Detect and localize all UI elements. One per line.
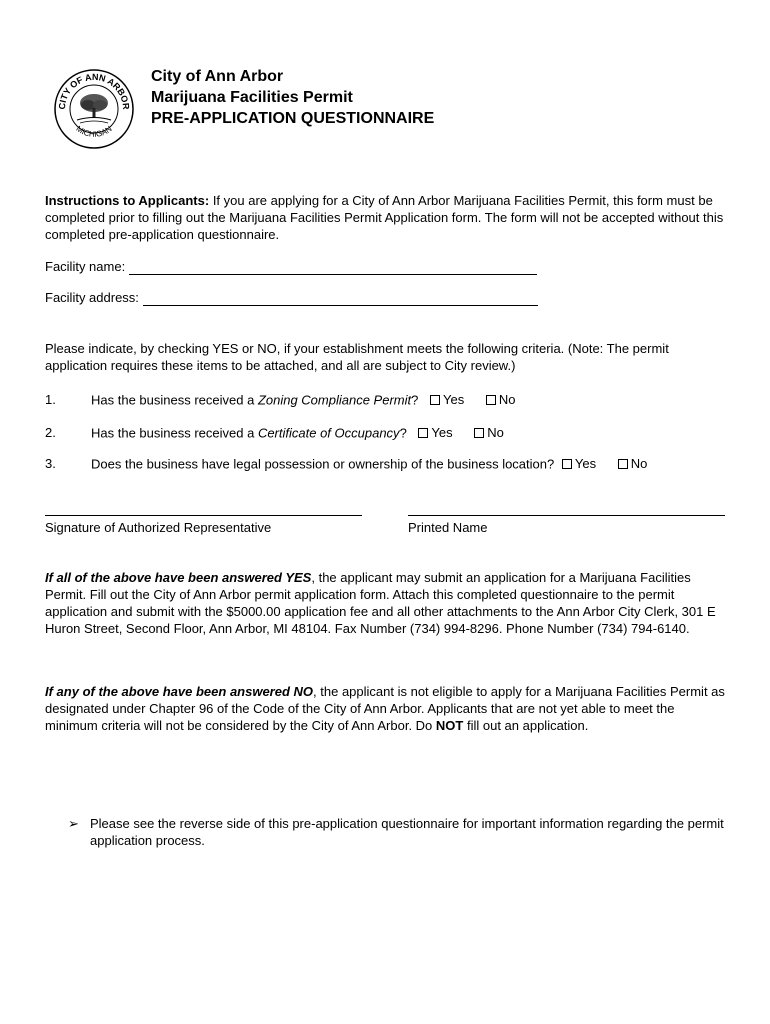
- question-number: 1.: [45, 392, 56, 407]
- facility-name-field[interactable]: [129, 259, 537, 275]
- yes-label: Yes: [431, 425, 453, 440]
- yes-checkbox[interactable]: [418, 428, 428, 438]
- no-label: No: [498, 392, 516, 407]
- facility-name-label: Facility name:: [45, 259, 126, 274]
- question-suffix: ?: [399, 425, 407, 441]
- facility-address-row: [45, 289, 538, 306]
- instructions-label: Instructions to Applicants:: [45, 193, 210, 208]
- yes-option[interactable]: [428, 391, 464, 408]
- no-paragraph-text: , the applicant is not eligible to apply for a Marijuana Facilities Permit as designated under Chapter 96 of the Code of the City of Ann Arbor. Applicants that are not yet able to meet the minimum criteria will not be considered by the City of Ann Arbor. Do: [45, 684, 725, 733]
- yes-label: Yes: [574, 456, 597, 471]
- question-suffix: ?: [411, 392, 419, 408]
- yes-option[interactable]: [560, 455, 596, 472]
- yes-label: Yes: [442, 392, 465, 407]
- instructions-text: If you are applying for a City of Ann Arbor Marijuana Facilities Permit, this form must be completed prior to filling out the Marijuana Facilities Permit Application form. The form will not be accepted without this completed pre-application questionnaire.: [45, 193, 724, 242]
- no-option[interactable]: [484, 391, 516, 408]
- facility-address-label: Facility address:: [45, 290, 139, 305]
- arrow-bullet-icon: ➢: [68, 816, 79, 831]
- question-text: Has the business received a: [91, 425, 258, 441]
- question-text: Does the business have legal possession or ownership of the business location?: [91, 456, 555, 472]
- question-emphasis: Zoning Compliance Permit: [257, 392, 412, 408]
- no-label: No: [487, 425, 504, 440]
- header-title: PRE-APPLICATION QUESTIONNAIRE: [151, 110, 435, 127]
- document-header: [151, 66, 434, 129]
- no-paragraph-lead: If any of the above have been answered NO: [45, 684, 314, 699]
- yes-option[interactable]: [416, 424, 452, 441]
- svg-text:MICHIGAN: [74, 124, 113, 139]
- signature-label: Signature of Authorized Representative: [45, 520, 272, 535]
- signature-line[interactable]: [45, 515, 362, 516]
- seal-top-text: CITY OF ANN ARBOR: [56, 71, 132, 110]
- yes-paragraph-lead: If all of the above have been answered YES: [45, 570, 312, 585]
- printed-name-label: Printed Name: [408, 520, 488, 535]
- facility-address-field[interactable]: [143, 290, 538, 306]
- seal-bottom-text: MICHIGAN: [74, 124, 114, 139]
- yes-checkbox[interactable]: [562, 459, 572, 469]
- reverse-side-note: [68, 815, 728, 849]
- yes-checkbox[interactable]: [430, 395, 440, 405]
- no-label: No: [630, 456, 648, 471]
- question-number: 2.: [45, 425, 56, 440]
- question-emphasis: Certificate of Occupancy: [257, 425, 400, 441]
- no-paragraph-text-end: fill out an application.: [463, 718, 589, 733]
- yes-paragraph: [45, 569, 725, 637]
- no-option[interactable]: [616, 455, 648, 472]
- no-checkbox[interactable]: [486, 395, 496, 405]
- no-paragraph: [45, 683, 725, 734]
- city-seal-icon: [53, 68, 135, 150]
- no-option[interactable]: [472, 424, 504, 441]
- criteria-intro: Please indicate, by checking YES or NO, if your establishment meets the following criteria. (Note: The permit application requires these items to be attached, and all are subject to City review.): [45, 341, 669, 373]
- no-paragraph-emphasis: NOT: [435, 718, 464, 733]
- no-checkbox[interactable]: [474, 428, 484, 438]
- yes-paragraph-text: , the applicant may submit an application for a Marijuana Facilities Permit. Fill out the City of Ann Arbor permit application form. Attach this completed questionnaire to the permit application and submit with the $5000.00 application fee and all other attachments to the Ann Arbor City Clerk, 301 E Huron Street, Second Floor, Ann Arbor, MI 48104. Fax Number (734) 994-8296. Phone Number (734) 794-6140.: [45, 570, 716, 636]
- printed-name-line[interactable]: [408, 515, 725, 516]
- no-checkbox[interactable]: [618, 459, 628, 469]
- question-text: Has the business received a: [91, 392, 258, 408]
- instructions-paragraph: [45, 192, 725, 243]
- reverse-side-note-text: Please see the reverse side of this pre-application questionnaire for important information regarding the permit application process.: [90, 816, 724, 848]
- facility-name-row: [45, 258, 537, 275]
- question-number: 3.: [45, 456, 56, 471]
- header-permit: Marijuana Facilities Permit: [151, 89, 353, 106]
- header-city: City of Ann Arbor: [151, 68, 284, 85]
